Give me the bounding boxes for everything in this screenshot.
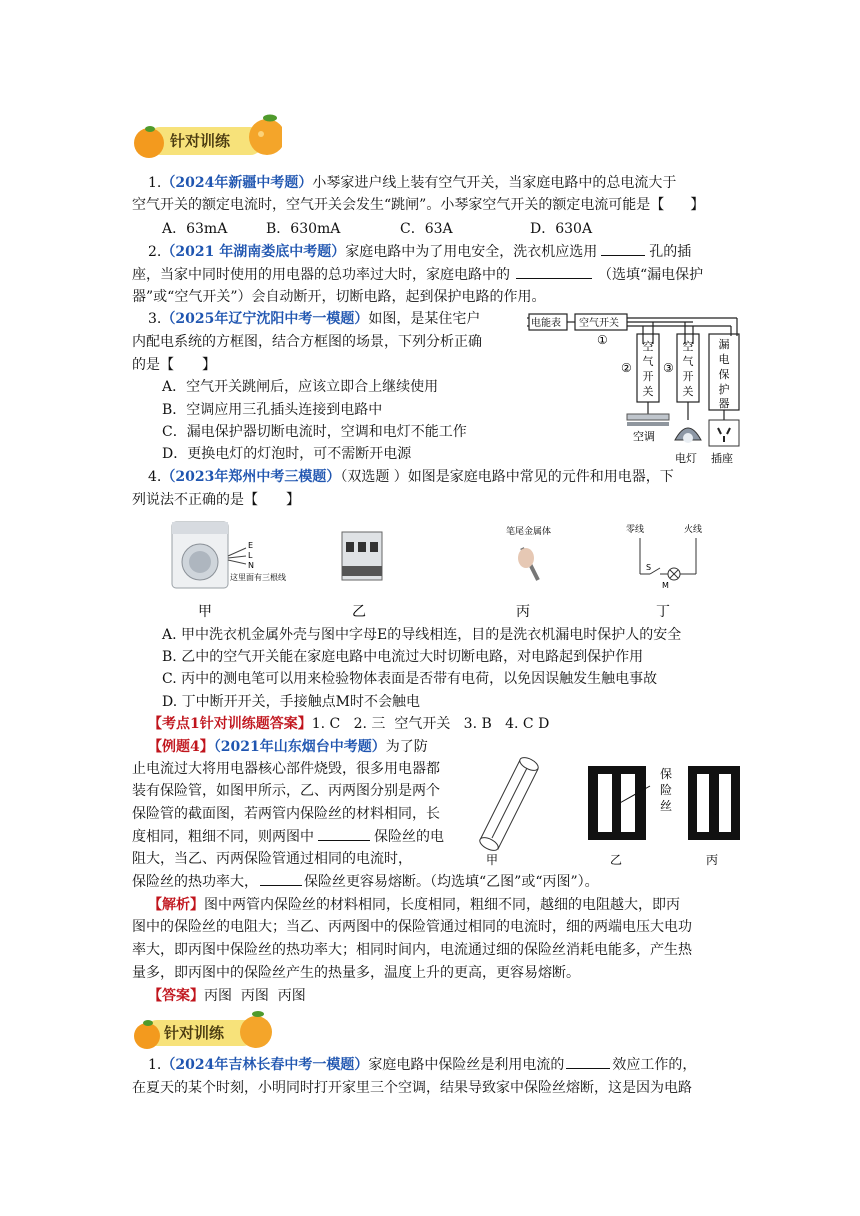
q3-line-1	[148, 308, 480, 330]
badge-label: 针对训练	[164, 1024, 225, 1042]
example-label: 【例题4】	[148, 739, 214, 755]
badge-label: 针对训练	[170, 132, 231, 150]
label-ding: 丁	[656, 604, 670, 620]
label-yi: 乙	[610, 853, 623, 867]
example4-line-1	[148, 736, 428, 758]
question-text: （双选题 ）如图是家庭电路中常见的元件和用电器，下	[340, 469, 674, 485]
question-text: 保险丝更容易熔断。（均选填“乙图”或“丙图”）。	[304, 874, 599, 890]
question-number: 2.	[148, 244, 162, 260]
lamp-bulb-icon	[683, 433, 693, 443]
analysis-text: 图中两管内保险丝的材料相同，长度相同，粗细不同，越细的电阻越大，即丙	[204, 897, 680, 913]
fuse-label-char: 险	[660, 783, 673, 797]
analysis-line-3: 率大，即丙图中保险丝的热功率大；相同时间内，电流通过细的保险丝消耗电能多，产生热	[132, 942, 692, 958]
circuit-ding-icon	[640, 538, 696, 580]
sw2-char: 空	[642, 340, 654, 353]
answer-blank[interactable]	[516, 264, 592, 279]
q4-option-d: D. 丁中断开开关，手接触点M时不会触电	[162, 694, 420, 710]
main-switch-label: 空气开关	[579, 318, 619, 329]
sw3-char: 关	[682, 385, 694, 398]
question-text: 为了防	[385, 739, 428, 755]
q3-option-a: A．空气开关跳闸后，应该立即合上继续使用	[162, 379, 439, 395]
sw3-char: 空	[682, 340, 694, 353]
fuse-label-char: 保	[660, 767, 673, 781]
ac-label: 空调	[633, 430, 655, 443]
option-d: D．630A	[530, 221, 593, 237]
rcd-char: 保	[718, 368, 730, 381]
socket-icon	[709, 420, 739, 446]
q3-line-3	[132, 354, 216, 376]
label-jia: 甲	[486, 853, 499, 867]
example4-line-2: 止电流过大将用电器核心部件烧毁，很多用电器都	[132, 761, 440, 777]
ac-icon	[627, 414, 669, 420]
example4-line-4: 保险管的截面图，若两管内保险丝的材料相同，长	[132, 806, 440, 822]
answers-text: 1. C 2. 三 空气开关 3. B 4. C D	[311, 716, 550, 732]
q3-option-b: B．空调应用三孔插头连接到电路中	[162, 402, 383, 418]
option-a: A．63mA	[162, 221, 228, 237]
washing-machine-icon	[172, 522, 228, 588]
sw3-char: 气	[682, 355, 694, 368]
sw2-char: 开	[642, 370, 654, 383]
marker-1: ①	[597, 333, 608, 347]
bracket-close: 】	[286, 492, 300, 508]
question-text: 保险丝的热功率大，	[132, 874, 258, 890]
analysis-line-2: 图中的保险丝的电阻大；当乙、丙两图中的保险管通过相同的电流时，细的两端电压大电功	[132, 919, 692, 935]
fuse-diagram	[470, 752, 750, 870]
pen-tail-label: 笔尾金属体	[506, 527, 552, 537]
analysis-line-1	[148, 894, 680, 916]
q4-option-a: A. 甲中洗衣机金属外壳与图中字母E的导线相连，目的是洗衣机漏电时保护人的安全	[162, 627, 682, 643]
source-tag: （2023年郑州中考三模题）	[161, 469, 341, 485]
question-text: 如图，是某住宅户	[368, 311, 481, 327]
label-jia: 甲	[198, 604, 212, 620]
answer-blank[interactable]	[601, 241, 645, 256]
fuse-label-char: 丝	[660, 799, 673, 813]
option-b: B．630mA	[266, 221, 341, 237]
question-number: 3.	[148, 311, 162, 327]
letter-s: S	[646, 563, 652, 572]
letter-m: M	[662, 581, 669, 590]
analysis-label: 【解析】	[148, 897, 204, 913]
bracket-close: 】	[202, 357, 216, 373]
sw3-char: 开	[682, 370, 694, 383]
q3-line-2	[132, 331, 482, 353]
q4-option-c: C. 丙中的测电笔可以用来检验物体表面是否带有电荷，以免因误触发生触电事故	[162, 671, 658, 687]
fuse-tube-icon	[478, 755, 540, 853]
q2-line-1	[148, 241, 691, 263]
label-bing: 丙	[706, 853, 719, 867]
question-text: 家庭电路中保险丝是利用电流的	[368, 1057, 565, 1073]
q5-line-2: 在夏天的某个时刻，小明同时打开家里三个空调，结果导致家中保险丝熔断，这是因为电路	[132, 1080, 692, 1096]
question-text: 小琴家进户线上装有空气开关，当家庭电路中的总电流大于	[312, 175, 677, 191]
example4-line-6: 阻大，当乙、丙两保险管通过相同的电流时，	[132, 851, 412, 867]
question-number: 1.	[148, 1057, 162, 1073]
source-tag: （2021 年湖南娄底中考题）	[161, 244, 346, 260]
ac-icon-base	[627, 422, 669, 426]
fuse-cross-section-yi	[588, 766, 646, 840]
rcd-char: 电	[718, 353, 730, 366]
question-text: 列说法不正确的是【	[132, 492, 258, 508]
source-tag: （2024年新疆中考题）	[161, 175, 313, 191]
question-number: 4.	[148, 469, 162, 485]
letter-e: E	[248, 541, 254, 550]
question-text: 器”或“空气开关”）会自动断开，切断电路，起到保护电路的作用。	[132, 289, 546, 305]
example4-line-7	[132, 871, 599, 893]
q4-line-1	[148, 466, 674, 488]
letter-l: L	[248, 551, 253, 560]
answer-text: 丙图 丙图 丙图	[204, 988, 306, 1004]
question-text: 的是【	[132, 357, 174, 373]
air-switch-icon	[342, 532, 382, 580]
analysis-line-4: 量多，即丙图中的保险丝产生的热量多，温度上升的更高，更容易熔断。	[132, 965, 580, 981]
answers-line	[148, 713, 549, 735]
q1-line-2	[132, 194, 704, 216]
question-text: 度相同，粗细不同，则两图中	[132, 829, 314, 845]
rcd-char: 器	[718, 397, 730, 410]
question-text: 内配电系统的方框图，结合方框图的场景，下列分析正确	[132, 334, 482, 350]
answer-blank[interactable]	[566, 1054, 610, 1069]
q3-option-c: C．漏电保护器切断电流时，空调和电灯不能工作	[162, 424, 467, 440]
sw2-char: 关	[642, 385, 654, 398]
meter-label: 电能表	[531, 318, 561, 329]
q4-figures	[150, 518, 710, 620]
bracket-close: 】	[690, 197, 705, 213]
question-text: （选填“漏电保护	[598, 267, 704, 283]
q5-line-1	[148, 1054, 696, 1076]
question-text: 座，当家中同时使用的用电器的总功率过大时，家庭电路中的	[132, 267, 510, 283]
neutral-label: 零线	[626, 525, 645, 535]
section-badge-2	[132, 1008, 272, 1052]
example4-line-5	[132, 826, 444, 848]
rcd-char: 护	[718, 383, 730, 396]
q4-option-b: B. 乙中的空气开关能在家庭电路中电流过大时切断电路，对电路起到保护作用	[162, 649, 644, 665]
rcd-char: 漏	[718, 338, 730, 351]
example4-line-3: 装有保险管，如图甲所示，乙、丙两图分别是两个	[132, 783, 440, 799]
q1-options	[162, 218, 592, 240]
letter-n: N	[248, 561, 254, 570]
section-badge-1	[132, 112, 282, 162]
q3-option-d: D．更换电灯的灯泡时，可不需断开电源	[162, 446, 412, 462]
source-tag: （2021年山东烟台中考题）	[213, 739, 386, 755]
question-text: 孔的插	[649, 244, 692, 260]
question-text: 空气开关的额定电流时，空气开关会发生“跳闸”。小琴家空气开关的额定电流可能是【	[132, 197, 665, 213]
answer-label: 【答案】	[148, 988, 204, 1004]
answers-label: 【考点1针对训练题答案】	[148, 716, 312, 732]
answer-line	[148, 985, 306, 1007]
q2-line-2	[132, 264, 703, 286]
label-yi: 乙	[352, 604, 366, 620]
distribution-diagram	[525, 310, 745, 470]
q2-line-3	[132, 286, 545, 308]
three-wire-note: 这里面有三根线	[230, 573, 286, 582]
option-c: C．63A	[400, 221, 453, 237]
question-text: 保险丝的电	[374, 829, 444, 845]
live-label: 火线	[684, 525, 703, 535]
lamp-label: 电灯	[675, 452, 697, 465]
source-tag: （2025年辽宁沈阳中考一模题）	[161, 311, 369, 327]
test-pen-icon	[518, 548, 538, 580]
fuse-cross-section-bing	[688, 766, 740, 840]
source-tag: （2024年吉林长春中考一模题）	[161, 1057, 369, 1073]
question-number: 1.	[148, 175, 162, 191]
question-text: 家庭电路中为了用电安全，洗衣机应选用	[345, 244, 598, 260]
sw2-char: 气	[642, 355, 654, 368]
q4-line-2	[132, 489, 300, 511]
answer-blank[interactable]	[318, 826, 370, 841]
answer-blank[interactable]	[260, 871, 302, 886]
socket-label: 插座	[711, 452, 733, 465]
marker-2: ②	[621, 361, 632, 375]
q1-line-1	[148, 172, 676, 194]
marker-3: ③	[663, 361, 674, 375]
question-text: 效应工作的，	[612, 1057, 697, 1073]
label-bing: 丙	[516, 604, 530, 620]
